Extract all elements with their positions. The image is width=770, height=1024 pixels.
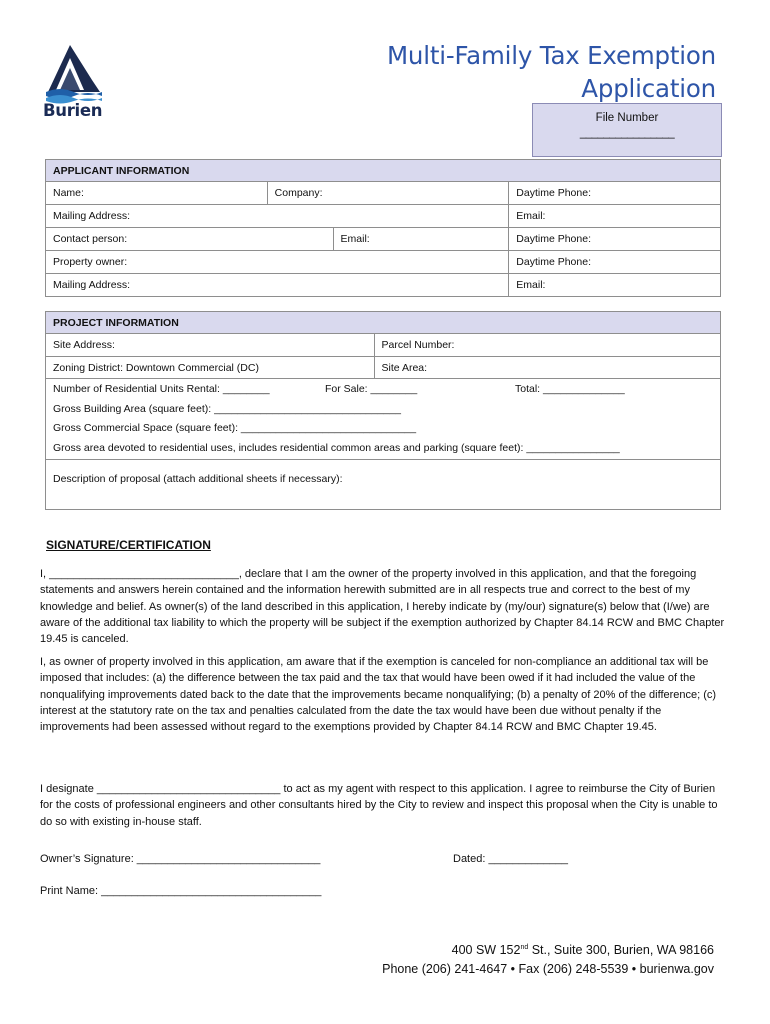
owner-mailing-address-field[interactable]: Mailing Address: [46, 274, 509, 297]
tax-liability-paragraph: I, as owner of property involved in this application, am aware that if the exemption is canceled for non-compliance an additional tax will be imposed that includes: (a) the difference between the tax paid and the tax that would have been owed if it had included the value of the nonqualifying improvements dated back to the date that the improvements became nonqualifying; (b) a penalty of 20% of the difference; (c) interest at the statutory rate on the tax and penalties calculated from the date the tax would have been due without penalty if the improvements had been assessed without regard to the exemptions provided by Chapter 84.14 RCW and BMC Chapter 19.45. [40, 656, 717, 734]
file-number-box [532, 103, 722, 157]
gross-commercial-space-field[interactable]: Gross Commercial Space (square feet): ______________________________ [46, 419, 721, 438]
site-area-field[interactable]: Site Area: [374, 357, 720, 379]
residential-units-row [46, 379, 721, 399]
total-units-field[interactable]: Total: ______________ [515, 382, 625, 395]
page-title [387, 39, 716, 105]
project-header: PROJECT INFORMATION [46, 312, 721, 334]
for-sale-units-field[interactable]: For Sale: ________ [325, 382, 418, 395]
applicant-information-table [45, 159, 721, 297]
site-address-field[interactable]: Site Address: [46, 334, 375, 357]
project-information-table [45, 311, 721, 510]
signature-certification-heading: SIGNATURE/CERTIFICATION [46, 538, 211, 552]
title-line-1: Multi-Family Tax Exemption [386, 41, 716, 70]
name-field[interactable]: Name: [46, 182, 268, 205]
dated-field[interactable]: Dated: _____________ [453, 853, 568, 865]
proposal-description-field[interactable]: Description of proposal (attach additional sheets if necessary): [46, 460, 721, 510]
footer-contact [382, 938, 714, 979]
rental-units-field[interactable]: Number of Residential Units Rental: ________ [53, 382, 270, 395]
footer-phone-fax-web: Phone (206) 241-4647 • Fax (206) 248-5539 • burienwa.gov [382, 962, 714, 977]
agent-designation-paragraph: I designate ______________________________ to act as my agent with respect to this application. I agree to reimburse the City of Burien for the costs of professional engineers and other consultants hired by the City to review and inspect this proposal when the City is unable to do so with existing in-house staff. [40, 783, 718, 828]
gross-residential-area-field[interactable]: Gross area devoted to residential uses, includes residential common areas and parking (square feet): ________________ [46, 438, 721, 460]
contact-person-field[interactable]: Contact person: [46, 228, 334, 251]
declaration-paragraph: I, _______________________________, declare that I am the owner of the property involved in this application, and that the foregoing statements and answers herein contained and the information herewith submitted are in all respects true and correct to the best of my knowledge and belief. As owner(s) of the land described in this application, I hereby indicate by (my/our) signature(s) below that (I/we) are aware of the additional tax liability to which the property will be subject if the exemption authorized by Chapter 84.14 RCW and BMC Chapter 19.45 is canceled. [40, 568, 725, 646]
contact-phone-field[interactable]: Daytime Phone: [509, 228, 721, 251]
mailing-address-field[interactable]: Mailing Address: [46, 205, 509, 228]
file-number-label: File Number [595, 112, 659, 124]
contact-email-field[interactable]: Email: [333, 228, 509, 251]
daytime-phone-field[interactable]: Daytime Phone: [509, 182, 721, 205]
applicant-header: APPLICANT INFORMATION [46, 160, 721, 182]
owner-email-field[interactable]: Email: [509, 274, 721, 297]
gross-building-area-field[interactable]: Gross Building Area (square feet): ________________________________ [46, 399, 721, 419]
property-owner-field[interactable]: Property owner: [46, 251, 509, 274]
print-name-field[interactable]: Print Name: ____________________________________ [40, 885, 322, 897]
owner-signature-field[interactable]: Owner’s Signature: ______________________________ [40, 853, 321, 865]
title-line-2: Application [581, 74, 716, 103]
logo-text: Burien [43, 101, 103, 120]
footer-address: 400 SW 152nd St., Suite 300, Burien, WA 98166 [451, 943, 714, 958]
zoning-district-field: Zoning District: Downtown Commercial (DC) [46, 357, 375, 379]
company-field[interactable]: Company: [267, 182, 509, 205]
parcel-number-field[interactable]: Parcel Number: [374, 334, 720, 357]
owner-phone-field[interactable]: Daytime Phone: [509, 251, 721, 274]
file-number-field[interactable]: ________________ [579, 127, 675, 139]
email-field[interactable]: Email: [509, 205, 721, 228]
